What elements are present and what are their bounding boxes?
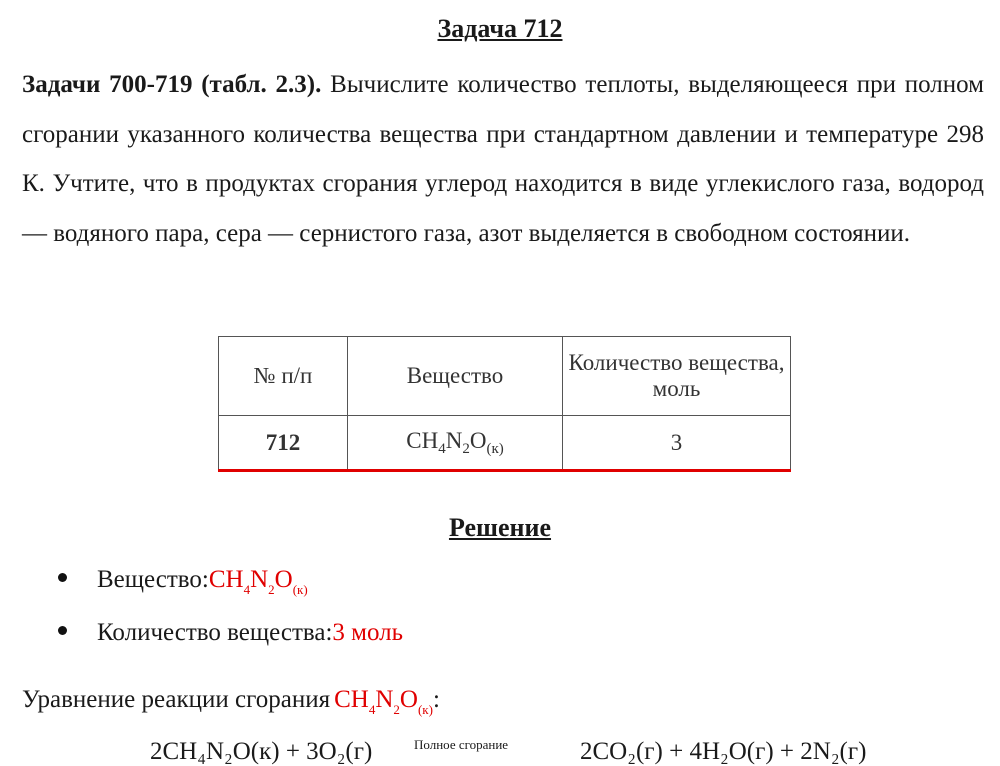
table-row	[219, 416, 791, 471]
amount-value: 3 моль	[332, 619, 404, 646]
header-number: № п/п	[219, 337, 348, 416]
reaction-products: 2CO₂(г) + 4H₂O(г) + 2N₂(г)	[580, 738, 867, 765]
arrow-label: Полное сгорание	[414, 737, 509, 752]
equation-formula: $CH_4N_2O_{(к)}$	[334, 686, 433, 717]
problem-statement	[22, 60, 984, 258]
cell-amount: 3	[563, 416, 791, 471]
substance-label: Вещество:	[97, 566, 209, 593]
problem-text: Вычислите количество теплоты, выделяющееся при полном сгорании указанного количества вещества при стандартном давлении и температуре 298 К. Учтите, что в продуктах сгорания углерод находится в виде углекислого газа, водород — водяного пара, сера — сернистого газа, азот выделяется в свободном состоянии.	[22, 71, 984, 247]
data-table	[218, 336, 791, 472]
cell-number: 712	[219, 416, 348, 471]
amount-label: Количество вещества:	[97, 619, 333, 646]
solution-heading: Решение	[448, 513, 552, 542]
cell-formula: $CH_4N_2O_{(к)}$	[348, 416, 563, 471]
page-title: Задача 712	[437, 14, 563, 43]
bullet-icon	[58, 573, 67, 582]
substance-formula: $CH_4N_2O_{(к)}$	[208, 566, 308, 597]
problem-range: Задачи 700-719 (табл. 2.3).	[22, 71, 322, 98]
table-header-row	[219, 337, 791, 416]
list-item	[58, 566, 308, 598]
equation-label: Уравнение реакции сгорания	[22, 686, 331, 713]
reaction-arrow	[400, 737, 580, 757]
header-amount: Количество вещества, моль	[563, 337, 791, 416]
equation-intro: Уравнение реакции сгорания $CH_4N_2O_{(к)}$:	[22, 686, 440, 717]
header-substance: Вещество	[348, 337, 563, 416]
list-item	[58, 619, 403, 647]
reaction-reactants: 2CH₄N₂O(к) + 3O₂(г)	[150, 738, 373, 765]
bullet-icon	[58, 626, 67, 635]
